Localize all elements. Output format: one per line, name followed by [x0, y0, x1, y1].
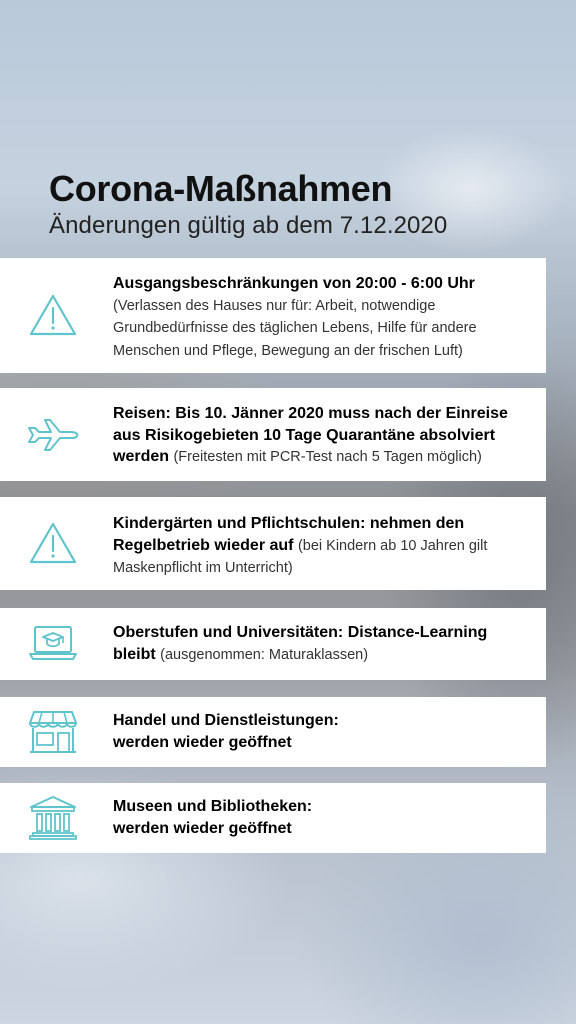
airplane-icon — [24, 412, 82, 460]
measure-detail: (Freitesten mit PCR-Test nach 5 Tagen möglich) — [173, 449, 482, 465]
measure-detail: (Verlassen des Hauses nur für: Arbeit, notwendige Grundbedürfnisse des täglichen Lebens, Hilfe für andere Menschen und Pflege, Bewegung an der frischen Luft) — [113, 297, 477, 359]
measure-title: Handel und Dienstleistungen: — [113, 712, 339, 729]
museum-icon — [24, 794, 82, 842]
measure-text — [113, 796, 530, 839]
measure-card-schools — [0, 497, 546, 590]
laptop-graduation-icon — [24, 620, 82, 668]
measure-title: Kindergärten und Pflichtschulen: nehmen den Regelbetrieb wieder auf — [113, 515, 465, 554]
measure-detail: (bei Kindern ab 10 Jahren gilt Maskenpflicht im Unterricht) — [113, 537, 488, 576]
measure-text — [113, 622, 530, 666]
measure-text — [113, 273, 530, 362]
measure-card-travel — [0, 388, 546, 481]
shop-icon — [24, 708, 82, 756]
measure-title: Museen und Bibliotheken: — [113, 798, 313, 815]
measure-title: Oberstufen und Universitäten: Distance-Learning bleibt — [113, 624, 488, 663]
measure-card-curfew — [0, 258, 546, 373]
measure-title: Reisen: Bis 10. Jänner 2020 muss nach der Einreise aus Risikogebieten 10 Tage Quarantäne absolviert werden — [113, 405, 508, 465]
page-title: Corona-Maßnahmen — [49, 168, 393, 209]
measure-card-retail — [0, 697, 546, 767]
warning-icon — [24, 291, 82, 339]
measure-text — [113, 710, 530, 753]
measure-card-museums — [0, 783, 546, 853]
measure-status: werden wieder geöffnet — [113, 733, 292, 751]
measure-status: werden wieder geöffnet — [113, 819, 292, 837]
measure-text — [113, 513, 530, 580]
measure-detail: (ausgenommen: Maturaklassen) — [160, 646, 369, 663]
measure-text — [113, 403, 530, 469]
measure-title: Ausgangsbeschränkungen von 20:00 - 6:00 Uhr — [113, 275, 475, 292]
page-subtitle: Änderungen gültig ab dem 7.12.2020 — [49, 212, 448, 239]
measure-card-universities — [0, 608, 546, 680]
warning-icon — [24, 519, 82, 567]
